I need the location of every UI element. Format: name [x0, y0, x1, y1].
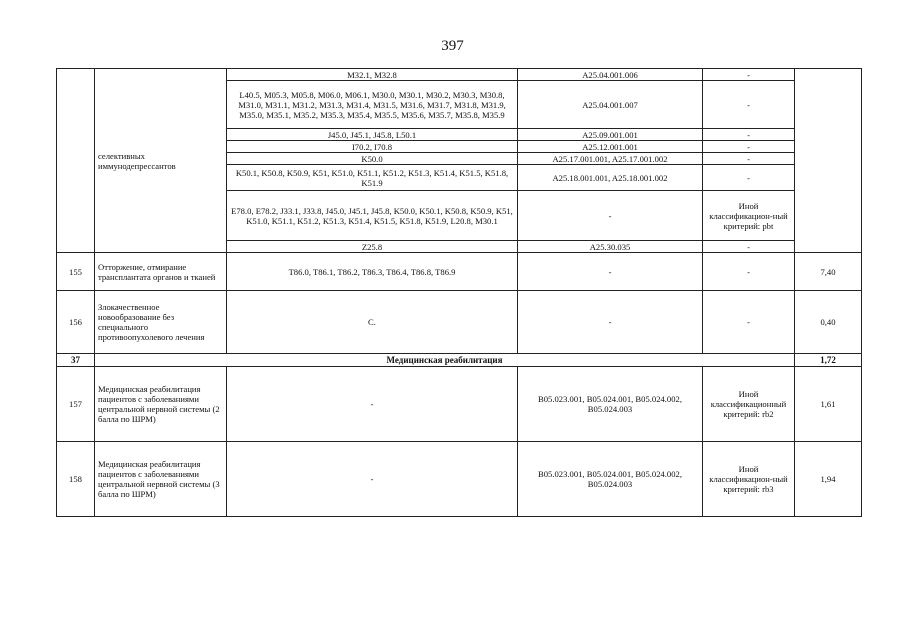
service-codes-cell: A25.17.001.001, A25.17.001.002 — [518, 153, 703, 165]
service-codes-cell: A25.09.001.001 — [518, 129, 703, 141]
service-codes-cell: B05.023.001, B05.024.001, B05.024.002, B05.024.003 — [518, 367, 703, 442]
table-row — [57, 69, 862, 81]
number-cell: 155 — [57, 253, 95, 291]
diagnosis-codes-cell: C. — [227, 291, 518, 354]
table-row — [57, 253, 862, 291]
section-row — [57, 354, 862, 367]
number-cell: 156 — [57, 291, 95, 354]
criteria-cell: - — [703, 291, 795, 354]
criteria-cell: Иной классификацион-ный критерий: rb3 — [703, 442, 795, 517]
group-name-cell: селективных иммунодепрессантов — [95, 69, 227, 253]
criteria-cell: - — [703, 141, 795, 153]
coefficient-cell: 0,40 — [795, 291, 862, 354]
tariff-table — [56, 68, 862, 517]
table-row — [57, 367, 862, 442]
diagnosis-codes-cell: M32.1, M32.8 — [227, 69, 518, 81]
diagnosis-codes-cell: K50.0 — [227, 153, 518, 165]
diagnosis-codes-cell: K50.1, K50.8, K50.9, K51, K51.0, K51.1, K51.2, K51.3, K51.4, K51.5, K51.8, K51.9 — [227, 165, 518, 191]
number-cell: 158 — [57, 442, 95, 517]
service-codes-cell: - — [518, 191, 703, 241]
group-name-cell: Медицинская реабилитация пациентов с заболеваниями центральной нервной системы (3 балла по ШРМ) — [95, 442, 227, 517]
coefficient-cell: 1,61 — [795, 367, 862, 442]
table-row — [57, 442, 862, 517]
criteria-cell: - — [703, 129, 795, 141]
number-cell — [57, 69, 95, 253]
criteria-cell: Иной классификацион-ный критерий: pbt — [703, 191, 795, 241]
coefficient-cell: 7,40 — [795, 253, 862, 291]
criteria-cell: - — [703, 153, 795, 165]
diagnosis-codes-cell: E78.0, E78.2, J33.1, J33.8, J45.0, J45.1, J45.8, K50.0, K50.1, K50.8, K50.9, K51, K51.0, K51.1, K51.2, K51.3, K51.4, K51.5, K51.8, K51.9, L20.8, M30.1 — [227, 191, 518, 241]
service-codes-cell: A25.18.001.001, A25.18.001.002 — [518, 165, 703, 191]
coefficient-cell: 1,94 — [795, 442, 862, 517]
section-coefficient-cell: 1,72 — [795, 354, 862, 367]
diagnosis-codes-cell: - — [227, 442, 518, 517]
diagnosis-codes-cell: - — [227, 367, 518, 442]
diagnosis-codes-cell: L40.5, M05.3, M05.8, M06.0, M06.1, M30.0, M30.1, M30.2, M30.3, M30.8, M31.0, M31.1, M31.2, M31.3, M31.4, M31.5, M31.6, M31.7, M31.8, M31.9, M35.0, M35.1, M35.2, M35.3, M35.4, M35.5, M35.6, M35.7, M35.8, M35.9 — [227, 81, 518, 129]
table-row — [57, 291, 862, 354]
criteria-cell: - — [703, 81, 795, 129]
service-codes-cell: - — [518, 291, 703, 354]
criteria-cell: - — [703, 165, 795, 191]
service-codes-cell: B05.023.001, B05.024.001, B05.024.002, B05.024.003 — [518, 442, 703, 517]
criteria-cell: Иной классификационный критерий: rb2 — [703, 367, 795, 442]
section-title: Медицинская реабилитация — [95, 354, 795, 367]
group-name-cell: Отторжение, отмирание трансплантата органов и тканей — [95, 253, 227, 291]
number-cell: 157 — [57, 367, 95, 442]
diagnosis-codes-cell: I70.2, I70.8 — [227, 141, 518, 153]
group-name-cell: Медицинская реабилитация пациентов с заболеваниями центральной нервной системы (2 балла по ШРМ) — [95, 367, 227, 442]
criteria-cell: - — [703, 241, 795, 253]
service-codes-cell: A25.04.001.006 — [518, 69, 703, 81]
service-codes-cell: A25.04.001.007 — [518, 81, 703, 129]
service-codes-cell: A25.12.001.001 — [518, 141, 703, 153]
page-number: 397 — [441, 38, 464, 54]
service-codes-cell: A25.30.035 — [518, 241, 703, 253]
service-codes-cell: - — [518, 253, 703, 291]
criteria-cell: - — [703, 69, 795, 81]
section-number-cell: 37 — [57, 354, 95, 367]
diagnosis-codes-cell: J45.0, J45.1, J45.8, L50.1 — [227, 129, 518, 141]
group-name-cell: Злокачественное новообразование без специального противоопухолевого лечения — [95, 291, 227, 354]
diagnosis-codes-cell: T86.0, T86.1, T86.2, T86.3, T86.4, T86.8, T86.9 — [227, 253, 518, 291]
diagnosis-codes-cell: Z25.8 — [227, 241, 518, 253]
criteria-cell: - — [703, 253, 795, 291]
coefficient-cell — [795, 69, 862, 253]
